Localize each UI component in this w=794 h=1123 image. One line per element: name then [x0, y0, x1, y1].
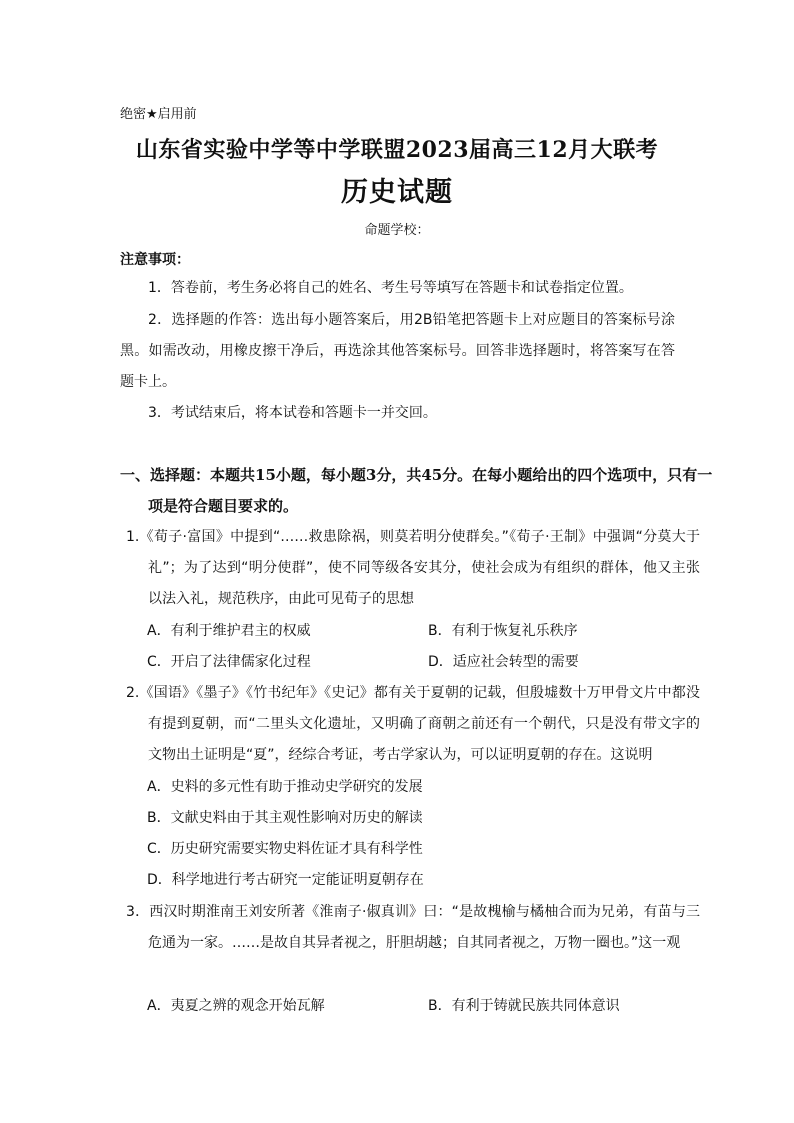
notice-title: 注意事项： — [120, 252, 190, 268]
secret-mark: 绝密★启用前 — [120, 107, 197, 122]
notice-item-2: 2．选择题的作答：选出每小题答案后，用2B铅笔把答题卡上对应题目的答案标号涂黑。如需改动，用橡皮擦干净后，再选涂其他答案标号。回答非选择题时，将答案写在答题卡上。 — [120, 312, 675, 390]
notice-item-3: 3．考试结束后，将本试卷和答题卡一并交回。 — [148, 405, 437, 421]
school-label: 命题学校： — [364, 223, 430, 238]
exam-title: 山东省实验中学等中学联盟2023届高三12月大联考 — [135, 137, 659, 163]
question-1-stem: 1.《荀子·富国》中提到“……救患除祸，则莫若明分使群矣。”《荀子·王制》中强调“分莫大于礼”；为了达到“明分使群”，使不同等级各安其分，使社会成为有组织的群体，他又主张以法入礼，规范秩序，由此可见荀子的思想 — [126, 529, 700, 607]
question-2-option-c[interactable]: C．历史研究需要实物史料佐证才具有科学性 — [147, 841, 423, 857]
question-2-option-d[interactable]: D．科学地进行考古研究一定能证明夏朝存在 — [147, 872, 424, 888]
question-3-stem: 3．西汉时期淮南王刘安所著《淮南子·俶真训》曰：“是故槐榆与橘柚合而为兄弟，有苗与三危通为一家。……是故自其异者视之，肝胆胡越；自其同者视之，万物一圈也。”这一观 — [126, 904, 700, 951]
question-1-option-d[interactable]: D．适应社会转型的需要 — [428, 654, 579, 670]
notice-item-1: 1．答卷前，考生务必将自己的姓名、考生号等填写在答题卡和试卷指定位置。 — [148, 280, 633, 296]
question-3-option-a[interactable]: A．夷夏之辨的观念开始瓦解 — [147, 998, 325, 1014]
question-1-option-a[interactable]: A．有利于维护君主的权威 — [147, 623, 311, 639]
question-2-stem: 2.《国语》《墨子》《竹书纪年》《史记》都有关于夏朝的记载，但殷墟数十万甲骨文片中都没有提到夏朝，而“二里头文化遗址，又明确了商朝之前还有一个朝代，只是没有带文字的文物出土证明是“夏”，经综合考证，考古学家认为，可以证明夏朝的存在。这说明 — [126, 685, 700, 763]
question-1-option-c[interactable]: C．开启了法律儒家化过程 — [147, 654, 311, 670]
question-2-option-b[interactable]: B．文献史料由于其主观性影响对历史的解读 — [147, 810, 423, 826]
question-1-option-b[interactable]: B．有利于恢复礼乐秩序 — [428, 623, 578, 639]
section-heading: 一、选择题：本题共15小题，每小题3分，共45分。在每小题给出的四个选项中，只有一项是符合题目要求的。 — [120, 466, 713, 515]
question-3-option-b[interactable]: B．有利于铸就民族共同体意识 — [428, 998, 620, 1014]
exam-subtitle: 历史试题 — [341, 177, 453, 208]
question-2-option-a[interactable]: A．史料的多元性有助于推动史学研究的发展 — [147, 779, 423, 795]
